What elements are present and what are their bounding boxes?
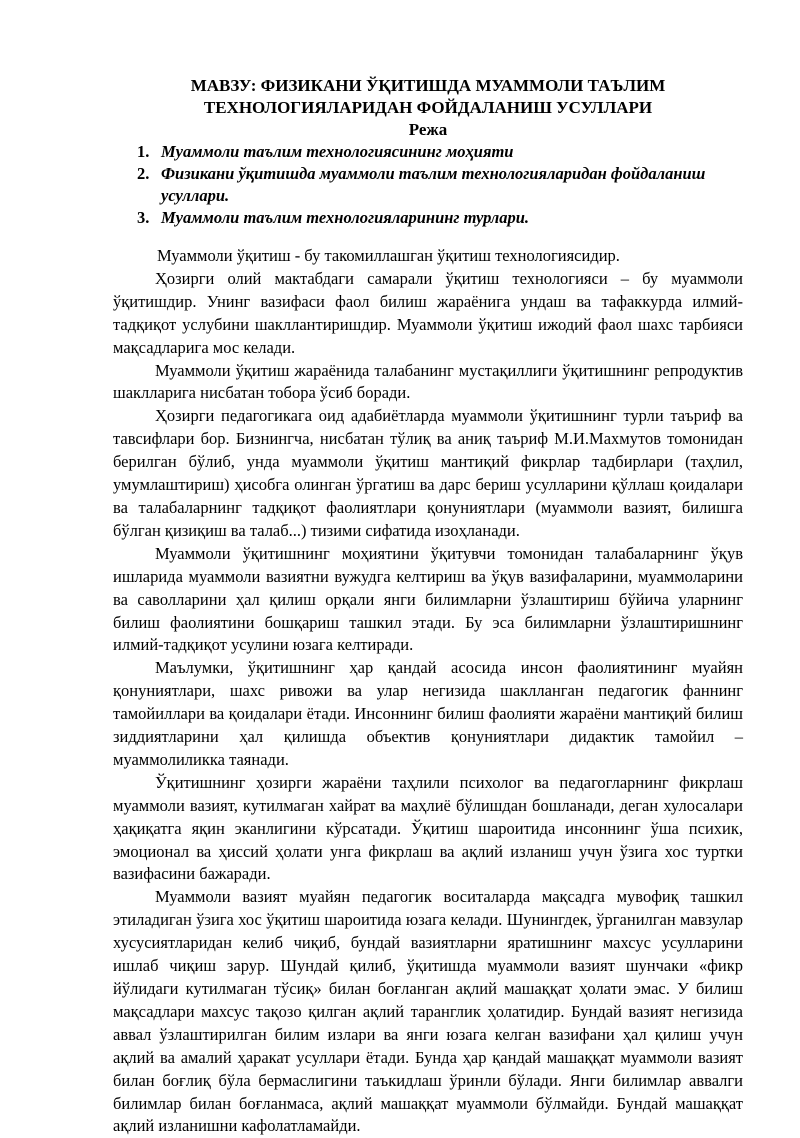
body-paragraph: Ўқитишнинг ҳозирги жараёни таҳлили психолог ва педагогларнинг фикрлаш муаммоли вазият, кутилмаган хайрат ва маҳлиё бўлишдан бошланади, деган хулосалари ҳақиқатга яқин эканлигини кўрсатади. Ўқитиш шароитида инсоннинг ўша психик, эмоционал ва ҳиссий ҳолати унга фикрлаш ва ақлий изланиш учун ўзига хос туртки вазифасини бажаради.	[113, 772, 743, 884]
body-paragraph: Ҳозирги олий мактабдаги самарали ўқитиш технологияси – бу муаммоли ўқитишдир. Унинг вазифаси фаол билиш жараёнига ундаш ва тафаккурда илмий-тадқиқот услубини шакллантиришдир. Муаммоли ўқитиш ижодий фаол шахс тарбияси мақсадларига мос келади.	[113, 268, 743, 357]
plan-item-text: Муаммоли таълим технологияларининг турлари.	[161, 208, 530, 227]
plan-item	[113, 207, 743, 229]
body-paragraph: Муаммоли ўқитиш - бу такомиллашган ўқитиш технологиясидир.	[157, 246, 620, 265]
document-body	[113, 245, 743, 1138]
body-paragraph: Муаммоли ўқитиш жараёнида талабанинг мустақиллиги ўқитишнинг репродуктив шаклларига нисбатан тобора ўсиб боради.	[113, 360, 743, 403]
plan-heading: Режа	[408, 120, 448, 139]
document-page	[113, 75, 743, 1138]
plan-item-text: Физикани ўқитишда муаммоли таълим технологияларидан фойдаланиш усуллари.	[161, 164, 706, 205]
plan-list	[113, 141, 743, 229]
document-title-line-2: ТЕХНОЛОГИЯЛАРИДАН ФОЙДАЛАНИШ УСУЛЛАРИ	[203, 98, 653, 117]
body-paragraph: Ҳозирги педагогикага оид адабиётларда муаммоли ўқитишнинг турли таъриф ва тавсифлари бор. Бизнингча, нисбатан тўлиқ ва аниқ таъриф М.И.Махмутов томонидан берилган бўлиб, унда муаммоли ўқитиш мантиқий фикрлар тадбирлари (таҳлил, умумлаштириш) ҳисобга олинган ўргатиш ва дарс бериш усулларини қўллаш қоидалари ва талабаларнинг тадқиқот фаолиятлари қонуниятлари (муаммоли вазият, билишга бўлган қизиқиш ва талаб...) тизими сифатида изоҳланади.	[113, 406, 743, 540]
plan-item-text: Муаммоли таълим технологиясининг моҳияти	[161, 142, 514, 161]
document-title-line-1: МАВЗУ: ФИЗИКАНИ ЎҚИТИШДА МУАММОЛИ ТАЪЛИМ	[190, 76, 666, 95]
plan-item-number: 1.	[137, 142, 150, 161]
body-paragraph: Маълумки, ўқитишнинг ҳар қандай асосида инсон фаолиятининг муайян қонуниятлари, шахс ривожи ва улар негизида шаклланган педагогик фаннинг тамойиллари ва қоидалари ётади. Инсоннинг билиш фаолияти жараёни мантиқий билиш зиддиятларини ҳал қилишда объектив қонуниятлари дидактик тамойил – муаммолиликка таянади.	[113, 658, 743, 769]
body-paragraph: Муаммоли ўқитишнинг моҳиятини ўқитувчи томонидан талабаларнинг ўқув ишларида муаммоли вазиятни вужудга келтириш ва ўқув вазифаларини, муаммоларини ва саволларини ҳал қилиш орқали янги билимларни ўзлаштириш бўйича уларнинг билиш фаолиятини бошқариш ташкил этади. Бу эса билимларни ўзлаштиришнинг илмий-тадқиқот усулини юзага келтиради.	[113, 543, 743, 655]
plan-item-number: 2.	[137, 164, 150, 183]
plan-item	[113, 141, 743, 163]
plan-item-number: 3.	[137, 208, 150, 227]
plan-item	[113, 163, 743, 207]
body-paragraph: Муаммоли вазият муайян педагогик воситаларда мақсадга мувофиқ ташкил этиладиган ўзига хос ўқитиш шароитида юзага келади. Шунингдек, ўрганилган мавзулар хусусиятларидан келиб чиқиб, бундай вазиятларни яратишнинг махсус усулларини ишлаб чиқиш зарур. Шундай қилиб, ўқитишда муаммоли вазият шунчаки «фикр йўлидаги кутилмаган тўсиқ» билан боғланган ақлий машаққат ҳолати эмас. У билиш мақсадлари махсус тақозо қилган ақлий таранглик ҳолатидир. Бундай вазият негизида аввал ўзлаштирилган билим излари ва янги юзага келган вазифани ҳал қилиш учун ақлий ва амалий ҳаракат усуллари ётади. Бунда ҳар қандай машаққат муаммоли вазият билан боғлиқ бўла бермаслигини таъкидлаш ўринли бўлади. Янги билимлар аввалги билимлар билан боғланмаса, ақлий машаққат муаммоли бўлмайди. Бундай машаққат ақлий изланишни кафолатламайди.	[113, 887, 743, 1136]
